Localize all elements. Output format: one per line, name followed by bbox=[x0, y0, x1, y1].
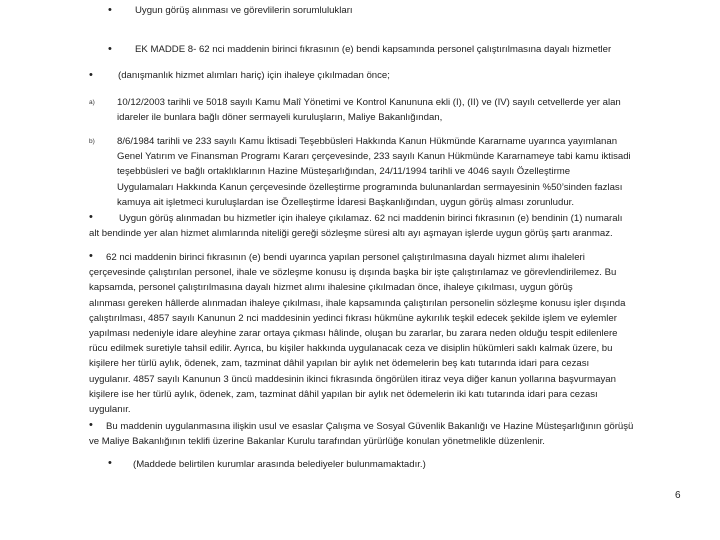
paragraph-line: uygulanır. bbox=[89, 404, 131, 416]
paragraph-line: Uygun görüş alınmadan bu hizmetler için ihaleye çıkılamaz. 62 nci maddenin birinci fıkrasının (e) bendinin (1) numaralı bbox=[119, 213, 623, 224]
item-marker-a: a) bbox=[89, 99, 95, 106]
bullet-icon: • bbox=[89, 419, 93, 431]
item-line: kamuya ait işletmeci kuruluşlardan ise Özelleştirme İdaresi Başkanlığından, uygun görüş alması zorunludur. bbox=[117, 196, 574, 208]
bullet-icon: • bbox=[89, 69, 93, 81]
bullet-icon: • bbox=[108, 457, 112, 469]
paragraph-3 bbox=[89, 419, 701, 449]
bullet-icon: • bbox=[108, 43, 112, 55]
note-line: (Maddede belirtilen kurumlar arasında belediyeler bulunmamaktadır.) bbox=[133, 459, 426, 470]
paragraph-line: uygulanır. 4857 sayılı Kanunun 3 üncü maddesinin ikinci fıkrasında öngörülen itiraz veya diğer kanun yollarına başvurmayan bbox=[89, 373, 616, 385]
item-line: teşebbüsleri ve bağlı ortaklıklarının Hazine Müsteşarlığından, 24/11/1994 tarihli ve 4046 sayılı Özelleştirme bbox=[117, 166, 571, 178]
item-line: Uygulamaları Hakkında Kanun çerçevesinde özelleştirme programında bulunanlardan sermayesinin %50’sinden fazlası bbox=[117, 181, 623, 193]
paragraph-line: alınması gereken hâllerde alınmadan ihaleye çıkılması, ihale kapsamında çalıştırılan personelin sözleşme konusu işler dışında bbox=[89, 297, 626, 309]
page-number: 6 bbox=[675, 490, 681, 501]
paragraph-line: kişilere her türlü aylık, ödenek, zam, tazminat dâhil yapılan bir aylık net ödemelerin beş katı tutarında idari para cezası bbox=[89, 358, 590, 370]
list-item-a bbox=[117, 95, 701, 125]
item-line: 8/6/1984 tarihli ve 233 sayılı Kamu İktisadi Teşebbüsleri Hakkında Kanun Hükmünde Kararname uyarınca yayımlanan bbox=[117, 136, 618, 147]
paragraph-line: çerçevesinde çalıştırılan personel, ihale ve sözleşme konusu iş dışında başka bir işte çalıştırılamaz ve görevlendirilemez. Bu bbox=[89, 267, 617, 279]
paragraph-line: kişilere ise her türlü aylık, ödenek, zam, tazminat dâhil yapılan bir aylık net ödemelerin iki katı tutarında idari para cezası bbox=[89, 388, 598, 400]
paragraph-2 bbox=[89, 250, 701, 417]
paragraph-line: Bu maddenin uygulanmasına ilişkin usul ve esaslar Çalışma ve Sosyal Güvenlik Bakanlığı ve Hazine Müsteşarlığının görüşü bbox=[106, 421, 634, 432]
item-line: idareler ile bunlara bağlı döner sermayeli kuruluşların, Maliye Bakanlığından, bbox=[117, 112, 443, 124]
paragraph-line: rücu edilmek suretiyle tahsil edilir. Ayrıca, bu kişiler hakkında uygulanacak ceza ve disiplin hükümleri saklı kalmak üzere, bu bbox=[89, 343, 613, 355]
item-line: 10/12/2003 tarihli ve 5018 sayılı Kamu Malî Yönetimi ve Kontrol Kanununa ekli (I), (II) ve (IV) sayılı cetvellerde yer alan bbox=[117, 97, 621, 108]
paragraph-line: yapılması nedeniyle idare aleyhine zarar ortaya çıkması hâlinde, oluşan bu zararlar, bu zarara neden olduğu tespit edilenlere bbox=[89, 328, 618, 340]
article-line: EK MADDE 8- 62 nci maddenin birinci fıkrasının (e) bendi kapsamında personel çalıştırılmasına dayalı hizmetler bbox=[135, 44, 612, 55]
bullet-icon: • bbox=[89, 211, 93, 223]
heading-line: Uygun görüş alınması ve görevlilerin sorumlulukları bbox=[135, 5, 353, 16]
paragraph-line: kapsamda, personel çalıştırılmasına dayalı hizmet alımı ihalesine çıkılmadan önce, ihaleye çıkılması, uygun görüş bbox=[89, 282, 573, 294]
paragraph-1 bbox=[89, 211, 701, 241]
list-item-b bbox=[117, 134, 701, 210]
paragraph-line: alt bendinde yer alan hizmet alımlarında niteliği gereği sözleşme süresi altı ayı aşmayan işlerde uygun görüş şartı aranmaz. bbox=[89, 228, 613, 240]
bullet-icon: • bbox=[108, 4, 112, 16]
paragraph-line: ve Maliye Bakanlığının teklifi üzerine Bakanlar Kurulu tarafından yürürlüğe konulan yönetmelikle düzenlenir. bbox=[89, 436, 545, 448]
article-line: (danışmanlık hizmet alımları hariç) için ihaleye çıkılmadan önce; bbox=[118, 70, 390, 81]
bullet-icon: • bbox=[89, 250, 93, 262]
item-marker-b: b) bbox=[89, 138, 95, 145]
item-line: Genel Yatırım ve Finansman Programı Kararı çerçevesinde, 233 sayılı Kanun Hükmünde Kararnameye tabi kamu iktisadi bbox=[117, 151, 631, 163]
paragraph-line: çalıştırılması, 4857 sayılı Kanunun 2 nci maddesinin yedinci fıkrası hükmüne aykırılık teşkil edecek şekilde işlem ve eylemler bbox=[89, 312, 617, 324]
paragraph-line: 62 nci maddenin birinci fıkrasının (e) bendi uyarınca yapılan personel çalıştırılmasına dayalı hizmet alımı ihaleleri bbox=[106, 252, 585, 263]
